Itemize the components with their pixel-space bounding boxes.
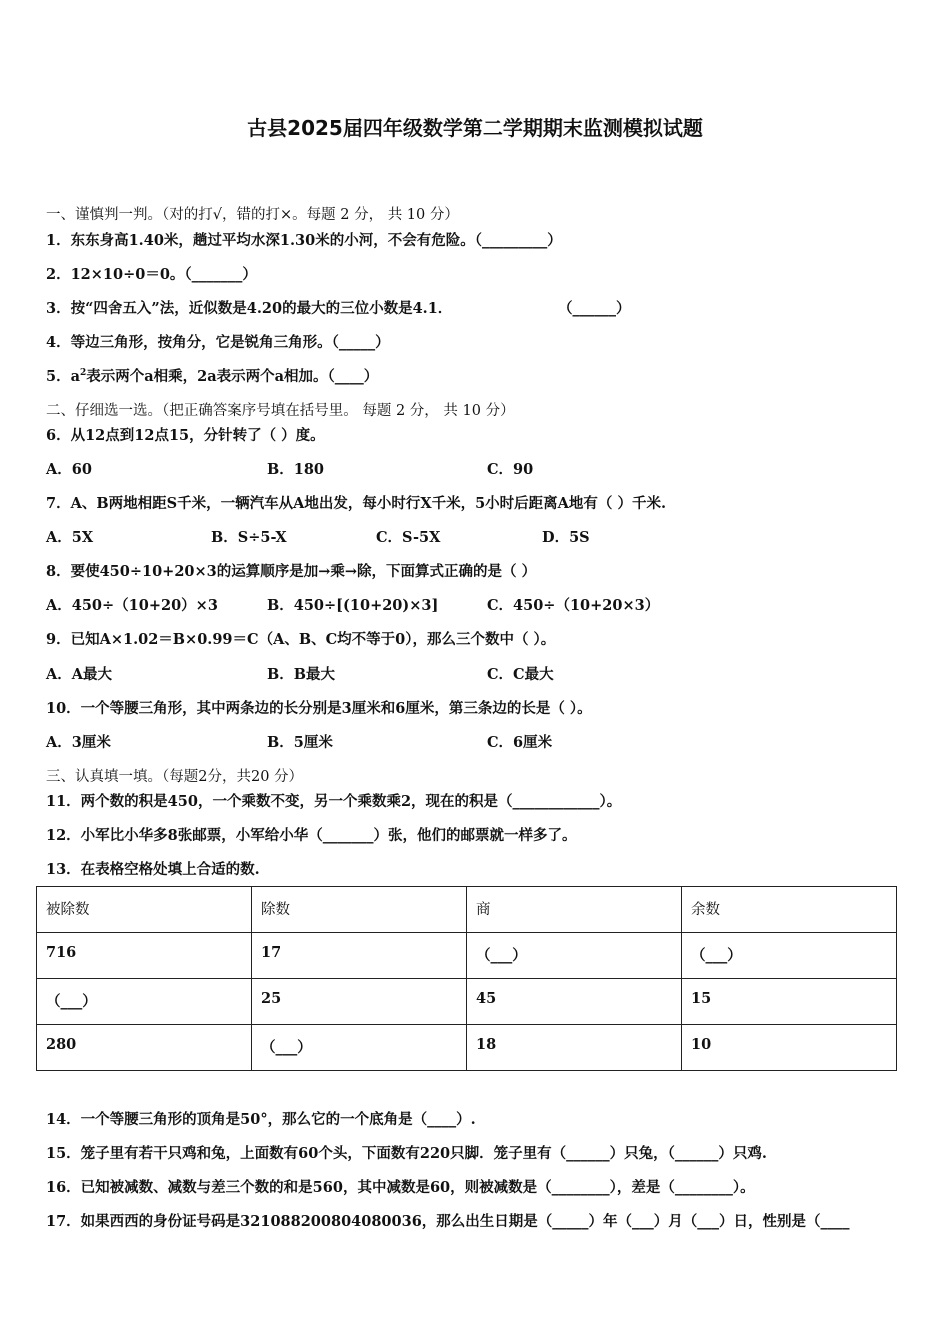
table-header-row bbox=[37, 887, 897, 933]
question-7-option-b: B．S÷5-X bbox=[211, 529, 287, 546]
question-8-option-c: C．450÷（10+20×3） bbox=[487, 597, 660, 614]
table-header-cell: 除数 bbox=[252, 887, 467, 933]
question-12: 12．小军比小华多8张邮票，小军给小华（_______）张，他们的邮票就一样多了。 bbox=[46, 827, 577, 844]
section-1-header: 一、谨慎判一判。（对的打√，错的打×。每题 2 分， 共 10 分） bbox=[46, 207, 459, 223]
question-17: 17．如果西西的身份证号码是321088200804080036，那么出生日期是（_____）年（___）月（___）日，性别是（____ bbox=[46, 1213, 850, 1230]
question-6-option-a: A．60 bbox=[46, 461, 92, 478]
question-8-option-a: A．450÷（10+20）×3 bbox=[46, 597, 218, 614]
page-title: 古县2025届四年级数学第二学期期末监测模拟试题 bbox=[247, 116, 703, 140]
table-cell: 280 bbox=[37, 1025, 252, 1071]
question-16: 16．已知被减数、减数与差三个数的和是560，其中减数是60，则被减数是（________），差是（________）。 bbox=[46, 1179, 755, 1196]
question-9: 9．已知A×1.02＝B×0.99＝C（A、B、C均不等于0），那么三个数中（ ）。 bbox=[46, 631, 556, 648]
question-10: 10．一个等腰三角形，其中两条边的长分别是3厘米和6厘米，第三条边的长是（ ）。 bbox=[46, 700, 592, 717]
question-10-option-c: C．6厘米 bbox=[487, 734, 553, 751]
table-cell: 15 bbox=[682, 979, 897, 1025]
table-row bbox=[37, 1025, 897, 1071]
question-13: 13．在表格空格处填上合适的数. bbox=[46, 861, 260, 878]
table-cell: （___） bbox=[467, 933, 682, 979]
question-11: 11．两个数的积是450，一个乘数不变，另一个乘数乘2，现在的积是（____________）。 bbox=[46, 793, 622, 810]
division-table bbox=[36, 886, 897, 1071]
question-3-blank: （______） bbox=[558, 300, 631, 317]
question-5 bbox=[46, 365, 378, 386]
question-9-option-b: B．B最大 bbox=[267, 666, 336, 683]
table-cell: 10 bbox=[682, 1025, 897, 1071]
table-cell: 17 bbox=[252, 933, 467, 979]
table-cell: （___） bbox=[682, 933, 897, 979]
table-cell: （___） bbox=[252, 1025, 467, 1071]
table-header-cell: 商 bbox=[467, 887, 682, 933]
question-15: 15．笼子里有若干只鸡和兔，上面数有60个头，下面数有220只脚．笼子里有（______）只兔，（______）只鸡. bbox=[46, 1145, 767, 1162]
question-7: 7．A、B两地相距S千米，一辆汽车从A地出发，每小时行X千米，5小时后距离A地有（ ）千米. bbox=[46, 495, 666, 512]
question-9-option-c: C．C最大 bbox=[487, 666, 554, 683]
table-cell: 716 bbox=[37, 933, 252, 979]
question-8-option-b: B．450÷[(10+20)×3] bbox=[267, 597, 439, 614]
question-8: 8．要使450÷10+20×3的运算顺序是加→乘→除，下面算式正确的是（ ） bbox=[46, 563, 537, 580]
question-7-option-a: A．5X bbox=[46, 529, 94, 546]
table-row bbox=[37, 933, 897, 979]
table-header-cell: 被除数 bbox=[37, 887, 252, 933]
question-9-option-a: A．A最大 bbox=[46, 666, 113, 683]
question-5-part-a: 5．a bbox=[46, 368, 80, 385]
table-row bbox=[37, 979, 897, 1025]
table-cell: 18 bbox=[467, 1025, 682, 1071]
table-cell: （___） bbox=[37, 979, 252, 1025]
question-10-option-b: B．5厘米 bbox=[267, 734, 333, 751]
table-header-cell: 余数 bbox=[682, 887, 897, 933]
section-2-header: 二、仔细选一选。（把正确答案序号填在括号里。 每题 2 分， 共 10 分） bbox=[46, 403, 515, 419]
table-cell: 45 bbox=[467, 979, 682, 1025]
question-7-option-c: C．S-5X bbox=[376, 529, 441, 546]
question-6: 6．从12点到12点15，分针转了（ ）度。 bbox=[46, 427, 325, 444]
question-7-option-d: D．5S bbox=[542, 529, 590, 546]
question-14: 14．一个等腰三角形的顶角是50°，那么它的一个底角是（____）. bbox=[46, 1111, 476, 1128]
question-5-superscript: 2 bbox=[79, 368, 87, 378]
table-cell: 25 bbox=[252, 979, 467, 1025]
question-10-option-a: A．3厘米 bbox=[46, 734, 111, 751]
question-5-part-b: 表示两个a相乘，2a表示两个a相加。（____） bbox=[86, 368, 379, 385]
question-6-option-c: C．90 bbox=[487, 461, 534, 478]
question-4: 4．等边三角形，按角分，它是锐角三角形。（_____） bbox=[46, 334, 390, 351]
question-3: 3．按“四舍五入”法，近似数是4.20的最大的三位小数是4.1． bbox=[46, 300, 453, 317]
section-3-header: 三、认真填一填。（每题2分，共20 分） bbox=[46, 769, 304, 785]
question-6-option-b: B．180 bbox=[267, 461, 325, 478]
question-1: 1．东东身高1.40米，趟过平均水深1.30米的小河，不会有危险。（_________） bbox=[46, 232, 562, 249]
question-2: 2．12×10÷0＝0。（_______） bbox=[46, 266, 257, 283]
